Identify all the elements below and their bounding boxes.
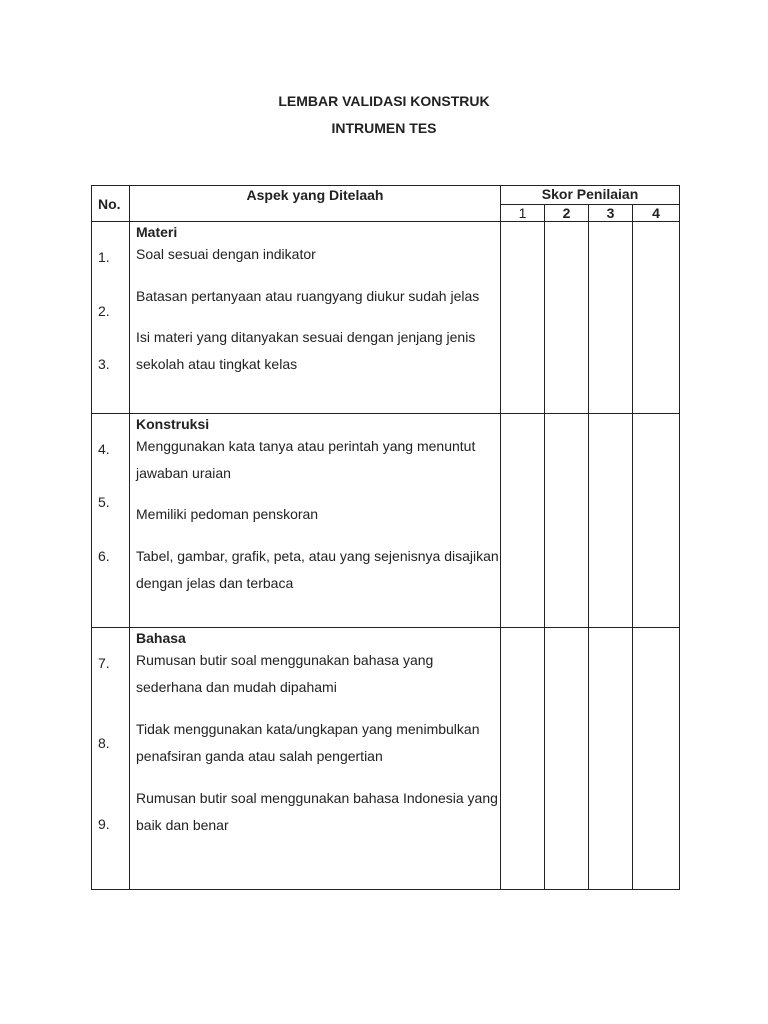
item-number: 2.	[98, 303, 110, 319]
score-cell[interactable]	[589, 222, 633, 414]
score-cell[interactable]	[633, 414, 680, 628]
number-cell	[92, 628, 130, 890]
list-item: Tidak menggunakan kata/ungkapan yang menimbulkan penafsiran ganda atau salah pengertian	[136, 721, 480, 764]
list-item: Memiliki pedoman penskoran	[136, 506, 319, 522]
item-number: 6.	[98, 548, 110, 564]
score-cell[interactable]	[633, 222, 680, 414]
list-item: Isi materi yang ditanyakan sesuai dengan jenjang jenis sekolah atau tingkat kelas	[136, 329, 476, 372]
section-title: Materi	[136, 224, 178, 240]
list-item: Batasan pertanyaan atau ruangyang diukur sudah jelas	[136, 288, 480, 304]
score-header-2: 2	[545, 205, 589, 222]
header-no: No.	[92, 186, 130, 222]
list-item: Rumusan butir soal menggunakan bahasa Indonesia yang baik dan benar	[136, 790, 498, 833]
document-subtitle: INTRUMEN TES	[331, 120, 437, 136]
section-row-bahasa	[92, 628, 680, 890]
header-skor: Skor Penilaian	[501, 186, 680, 205]
score-cell[interactable]	[501, 628, 545, 890]
score-cell[interactable]	[589, 414, 633, 628]
item-number: 8.	[98, 735, 110, 751]
score-cell[interactable]	[501, 222, 545, 414]
score-cell[interactable]	[633, 628, 680, 890]
score-cell[interactable]	[545, 222, 589, 414]
section-row-konstruksi	[92, 414, 680, 628]
score-header-3: 3	[589, 205, 633, 222]
item-number: 1.	[98, 249, 110, 265]
item-number: 5.	[98, 494, 110, 510]
list-item: Rumusan butir soal menggunakan bahasa yang sederhana dan mudah dipahami	[136, 652, 434, 695]
score-header-4: 4	[633, 205, 680, 222]
item-number: 4.	[98, 441, 110, 457]
number-cell	[92, 222, 130, 414]
score-cell[interactable]	[545, 628, 589, 890]
aspect-cell	[130, 222, 501, 414]
item-number: 3.	[98, 356, 110, 372]
score-cell[interactable]	[545, 414, 589, 628]
item-number: 9.	[98, 816, 110, 832]
list-item: Menggunakan kata tanya atau perintah yang menuntut jawaban uraian	[136, 438, 476, 481]
list-item: Tabel, gambar, grafik, peta, atau yang sejenisnya disajikan dengan jelas dan terbaca	[136, 548, 499, 591]
score-cell[interactable]	[501, 414, 545, 628]
section-title: Konstruksi	[136, 416, 210, 432]
aspect-cell	[130, 414, 501, 628]
list-item: Soal sesuai dengan indikator	[136, 246, 316, 262]
aspect-cell	[130, 628, 501, 890]
score-header-1: 1	[501, 205, 545, 222]
item-number: 7.	[98, 655, 110, 671]
header-aspek: Aspek yang Ditelaah	[130, 186, 501, 222]
section-row-materi	[92, 222, 680, 414]
score-cell[interactable]	[589, 628, 633, 890]
section-title: Bahasa	[136, 630, 186, 646]
document-title: LEMBAR VALIDASI KONSTRUK	[278, 93, 490, 109]
number-cell	[92, 414, 130, 628]
validation-table	[91, 185, 680, 890]
